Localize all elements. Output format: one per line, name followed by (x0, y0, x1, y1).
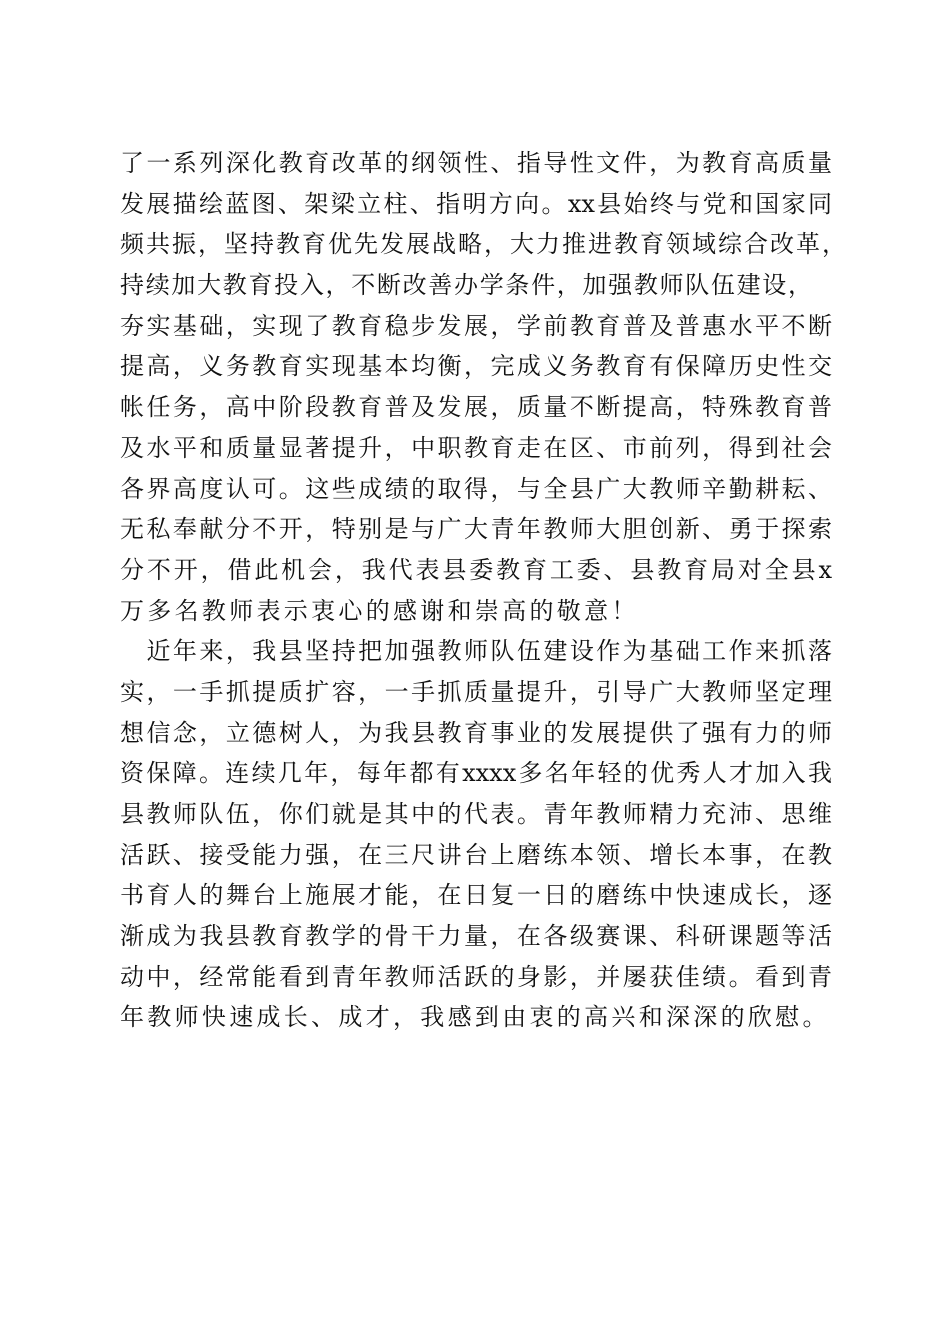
text-line: 动中，经常能看到青年教师活跃的身影，并屡获佳绩。看到青 (120, 962, 832, 991)
text-line: 县教师队伍，你们就是其中的代表。青年教师精力充沛、思维 (120, 800, 832, 828)
text-line: 分不开，借此机会，我代表县委教育工委、县教育局对全县x (120, 555, 832, 584)
text-line: 年教师快速成长、成才，我感到由衷的高兴和深深的欣慰。 (120, 1003, 830, 1032)
text-line: 持续加大教育投入，不断改善办学条件，加强教师队伍建设， (120, 271, 812, 300)
document-page (120, 143, 846, 1038)
paragraph-1 (120, 143, 846, 631)
text-line: 各界高度认可。这些成绩的取得，与全县广大教师辛勤耕耘、 (120, 474, 832, 503)
text-line: 想信念，立德树人，为我县教育事业的发展提供了强有力的师 (120, 718, 832, 747)
text-line: 书育人的舞台上施展才能，在日复一日的磨练中快速成长，逐 (120, 881, 832, 910)
paragraph-2 (120, 631, 832, 1038)
text-line: 了一系列深化教育改革的纲领性、指导性文件，为教育高质量 (120, 149, 832, 177)
text-line: 提高，义务教育实现基本均衡，完成义务教育有保障历史性交 (120, 352, 832, 381)
text-line: 资保障。连续几年，每年都有xxxx多名年轻的优秀人才加入我 (120, 759, 832, 788)
text-line: 频共振，坚持教育优先发展战略，大力推进教育领域综合改革， (120, 230, 846, 259)
text-line: 发展描绘蓝图、架梁立柱、指明方向。xx县始终与党和国家同 (120, 189, 832, 218)
text-line: 及水平和质量显著提升，中职教育走在区、市前列，得到社会 (120, 433, 832, 462)
text-line: 帐任务，高中阶段教育普及发展，质量不断提高，特殊教育普 (120, 393, 832, 422)
text-line: 近年来，我县坚持把加强教师队伍建设作为基础工作来抓落 (120, 637, 832, 666)
text-line: 活跃、接受能力强，在三尺讲台上磨练本领、增长本事，在教 (120, 840, 832, 869)
text-line: 无私奉献分不开，特别是与广大青年教师大胆创新、勇于探索 (120, 515, 832, 544)
text-line: 渐成为我县教育教学的骨干力量，在各级赛课、科研课题等活 (120, 922, 832, 951)
text-line: 夯实基础，实现了教育稳步发展，学前教育普及普惠水平不断 (120, 311, 832, 340)
text-line: 万多名教师表示衷心的感谢和崇高的敬意！ (120, 596, 639, 625)
text-line: 实，一手抓提质扩容，一手抓质量提升，引导广大教师坚定理 (120, 677, 832, 706)
